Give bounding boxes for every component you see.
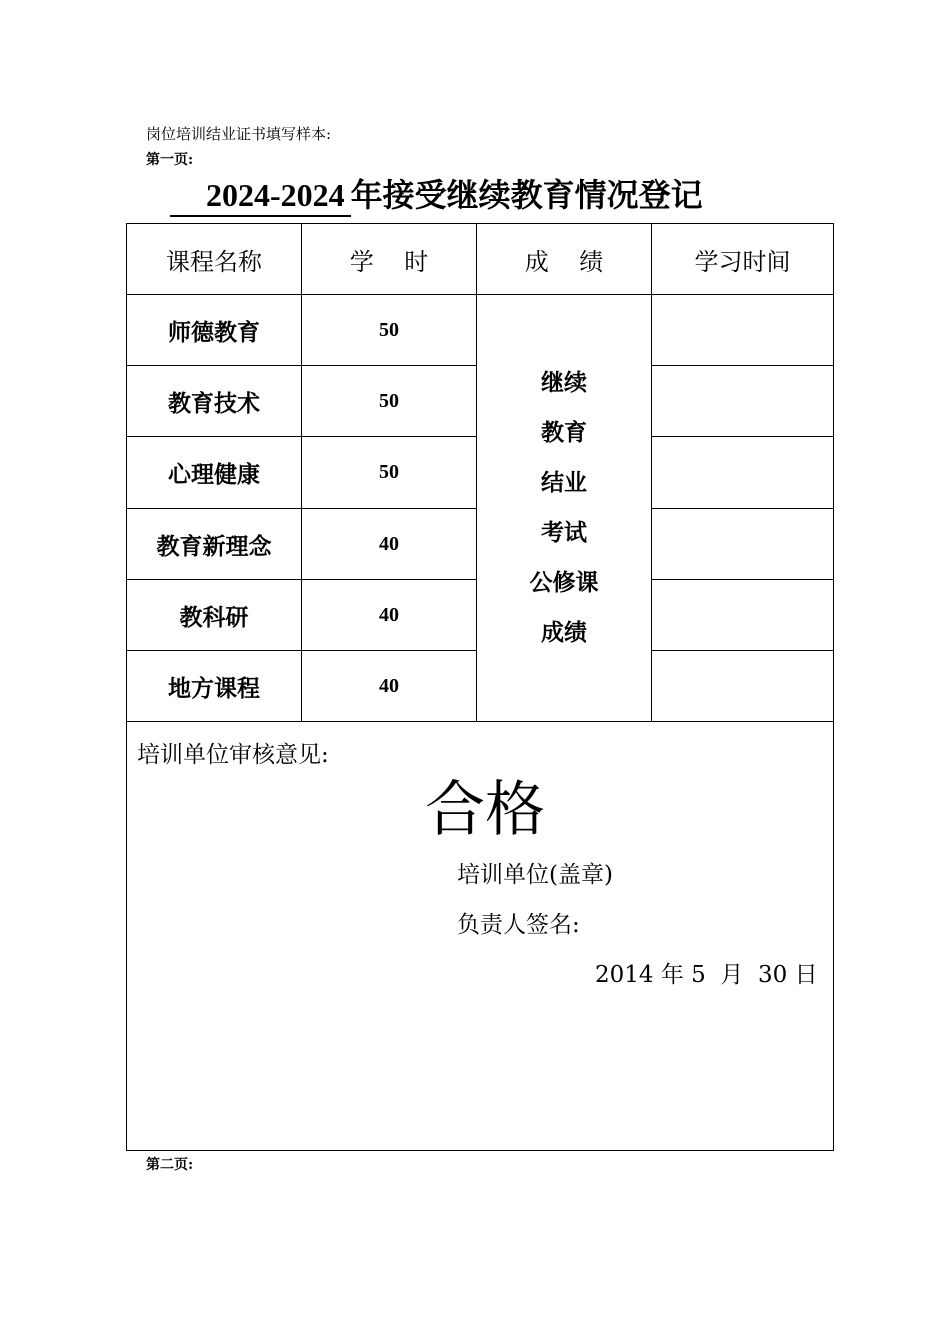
score-merged-cell <box>477 295 651 721</box>
review-date: 2014 年 5 月 30 日 <box>595 962 818 988</box>
title-year: 2024-2024 <box>170 175 351 217</box>
page-title <box>170 172 703 218</box>
page-two-label: 第二页: <box>146 1157 194 1173</box>
registration-form <box>126 223 834 1151</box>
study-time-cell <box>652 651 833 721</box>
header-study-time: 学习时间 <box>694 247 791 276</box>
course-name-cell: 心理健康 <box>168 461 260 488</box>
hours-cell: 50 <box>379 318 399 341</box>
review-result: 合格 <box>425 775 545 845</box>
hours-cell: 50 <box>379 461 399 483</box>
study-time-cell <box>652 509 833 579</box>
title-text: 年接受继续教育情况登记 <box>350 176 703 214</box>
study-time-cell <box>652 437 833 508</box>
hours-cell: 40 <box>379 532 399 555</box>
header-hours: 学 时 <box>349 247 429 276</box>
study-time-cell <box>652 366 833 436</box>
header-course-name: 课程名称 <box>166 247 262 276</box>
course-name-cell: 教育技术 <box>168 389 260 417</box>
score-line: 成绩 <box>541 619 587 646</box>
review-label: 培训单位审核意见: <box>137 742 329 768</box>
score-line: 继续 <box>541 369 587 396</box>
training-org-seal: 培训单位(盖章) <box>457 862 613 888</box>
hours-cell: 40 <box>379 603 399 626</box>
table-bottom-divider <box>127 721 833 722</box>
course-name-cell: 教育新理念 <box>156 532 272 560</box>
page-one-label: 第一页: <box>146 152 194 168</box>
header-score: 成 绩 <box>524 247 604 276</box>
score-line: 教育 <box>541 419 587 446</box>
course-name-cell: 师德教育 <box>168 318 260 346</box>
hours-cell: 40 <box>379 674 399 697</box>
score-line: 结业 <box>541 469 587 496</box>
responsible-signature: 负责人签名: <box>457 912 580 938</box>
course-name-cell: 地方课程 <box>168 674 260 702</box>
course-name-cell: 教科研 <box>179 603 249 631</box>
score-line: 考试 <box>541 519 587 546</box>
score-line: 公修课 <box>529 569 599 596</box>
study-time-cell <box>652 295 833 365</box>
intro-text: 岗位培训结业证书填写样本: <box>146 125 332 143</box>
study-time-cell <box>652 580 833 650</box>
hours-cell: 50 <box>379 389 399 412</box>
